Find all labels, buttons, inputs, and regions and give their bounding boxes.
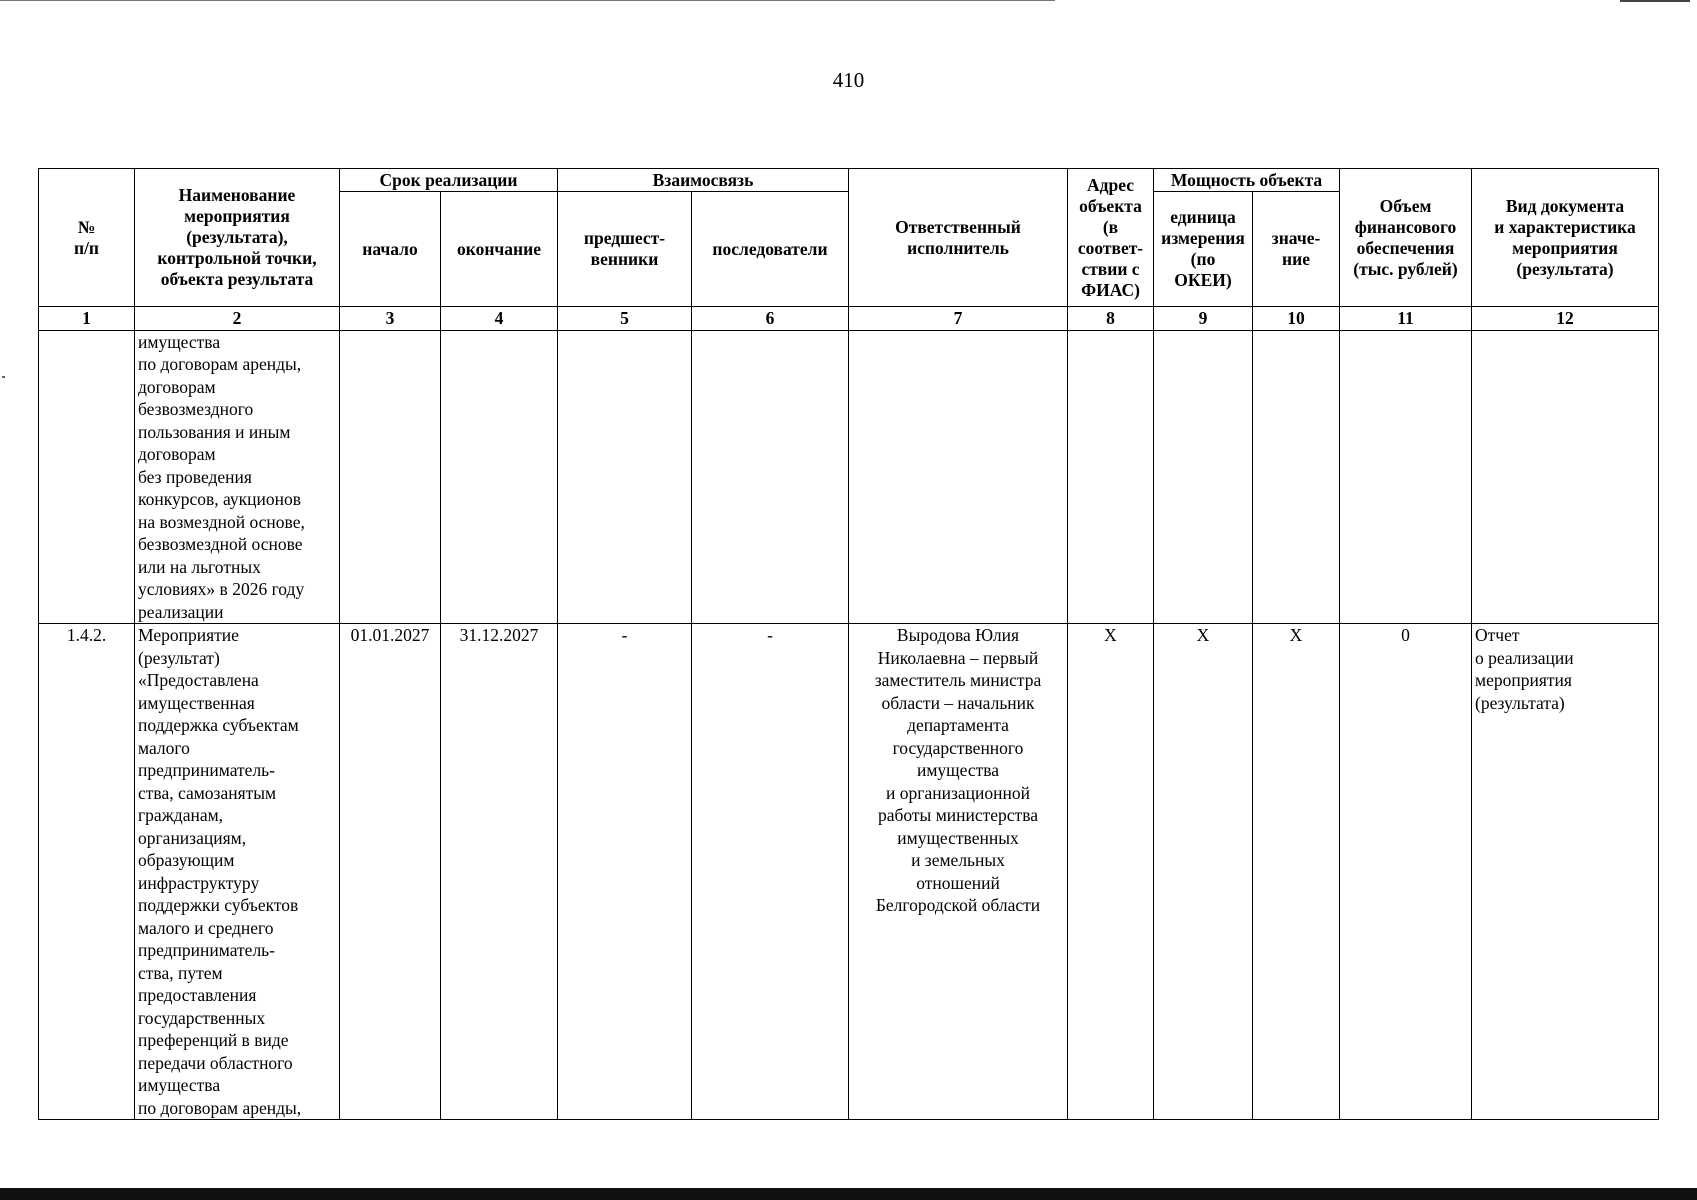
cell-address	[1068, 330, 1154, 624]
column-number: 5	[558, 307, 692, 331]
cell-value	[1253, 330, 1340, 624]
header-row-1	[39, 169, 1659, 192]
header-executor: Ответственный исполнитель	[849, 169, 1068, 307]
top-rule	[0, 0, 1055, 1]
cell-doc	[1472, 330, 1659, 624]
header-link-pred: предшест- венники	[558, 192, 692, 307]
cell-executor	[849, 330, 1068, 624]
cell-unit	[1154, 330, 1253, 624]
cell-start: 01.01.2027	[340, 624, 441, 1120]
table-row	[39, 624, 1659, 1120]
header-doc: Вид документа и характеристика мероприятия (результата)	[1472, 169, 1659, 307]
cell-pred	[558, 330, 692, 624]
column-number: 11	[1340, 307, 1472, 331]
table-row	[39, 330, 1659, 624]
header-address: Адрес объекта (в соответ- ствии с ФИАС)	[1068, 169, 1154, 307]
top-rule-right	[1620, 0, 1690, 2]
column-number: 1	[39, 307, 135, 331]
column-number: 6	[692, 307, 849, 331]
column-number: 3	[340, 307, 441, 331]
cell-finance	[1340, 330, 1472, 624]
column-number: 12	[1472, 307, 1659, 331]
column-number: 4	[441, 307, 558, 331]
column-number: 7	[849, 307, 1068, 331]
plan-table	[38, 168, 1659, 1120]
cell-name: Мероприятие (результат) «Предоставлена имущественная поддержка субъектам малого предприниматель- ства, самозанятым гражданам, организациям, образующим инфраструктуру поддержки субъектов малого и среднего предприниматель- ства, путем предоставления государственных преференций в виде передачи областного имущества по договорам аренды,	[135, 624, 340, 1120]
header-capacity-value: значе- ние	[1253, 192, 1340, 307]
cell-end: 31.12.2027	[441, 624, 558, 1120]
cell-end	[441, 330, 558, 624]
cell-executor: Выродова Юлия Николаевна – первый заместитель министра области – начальник департамента государственного имущества и организационной работы министерства имущественных и земельных отношений Белгородской области	[849, 624, 1068, 1120]
header-term-end: окончание	[441, 192, 558, 307]
cell-succ: -	[692, 624, 849, 1120]
header-link-group: Взаимосвязь	[558, 169, 849, 192]
header-term-group: Срок реализации	[340, 169, 558, 192]
header-link-succ: последователи	[692, 192, 849, 307]
column-number: 2	[135, 307, 340, 331]
scan-mark	[2, 376, 5, 378]
header-finance: Объем финансового обеспечения (тыс. рублей)	[1340, 169, 1472, 307]
column-number: 9	[1154, 307, 1253, 331]
cell-doc: Отчет о реализации мероприятия (результата)	[1472, 624, 1659, 1120]
header-num: № п/п	[39, 169, 135, 307]
column-number: 10	[1253, 307, 1340, 331]
header-name: Наименование мероприятия (результата), контрольной точки, объекта результата	[135, 169, 340, 307]
cell-num	[39, 330, 135, 624]
cell-address: Х	[1068, 624, 1154, 1120]
header-capacity-group: Мощность объекта	[1154, 169, 1340, 192]
cell-start	[340, 330, 441, 624]
header-term-start: начало	[340, 192, 441, 307]
bottom-bar	[0, 1188, 1697, 1200]
page-number: 410	[832, 68, 865, 92]
column-number-row	[39, 307, 1659, 331]
cell-finance: 0	[1340, 624, 1472, 1120]
cell-name: имущества по договорам аренды, договорам безвозмездного пользования и иным договорам без проведения конкурсов, аукционов на возмездной основе, безвозмездной основе или на льготных условиях» в 2026 году реализации	[135, 330, 340, 624]
cell-unit: Х	[1154, 624, 1253, 1120]
cell-value: Х	[1253, 624, 1340, 1120]
cell-num: 1.4.2.	[39, 624, 135, 1120]
column-number: 8	[1068, 307, 1154, 331]
cell-succ	[692, 330, 849, 624]
cell-pred: -	[558, 624, 692, 1120]
header-capacity-unit: единица измерения (по ОКЕИ)	[1154, 192, 1253, 307]
